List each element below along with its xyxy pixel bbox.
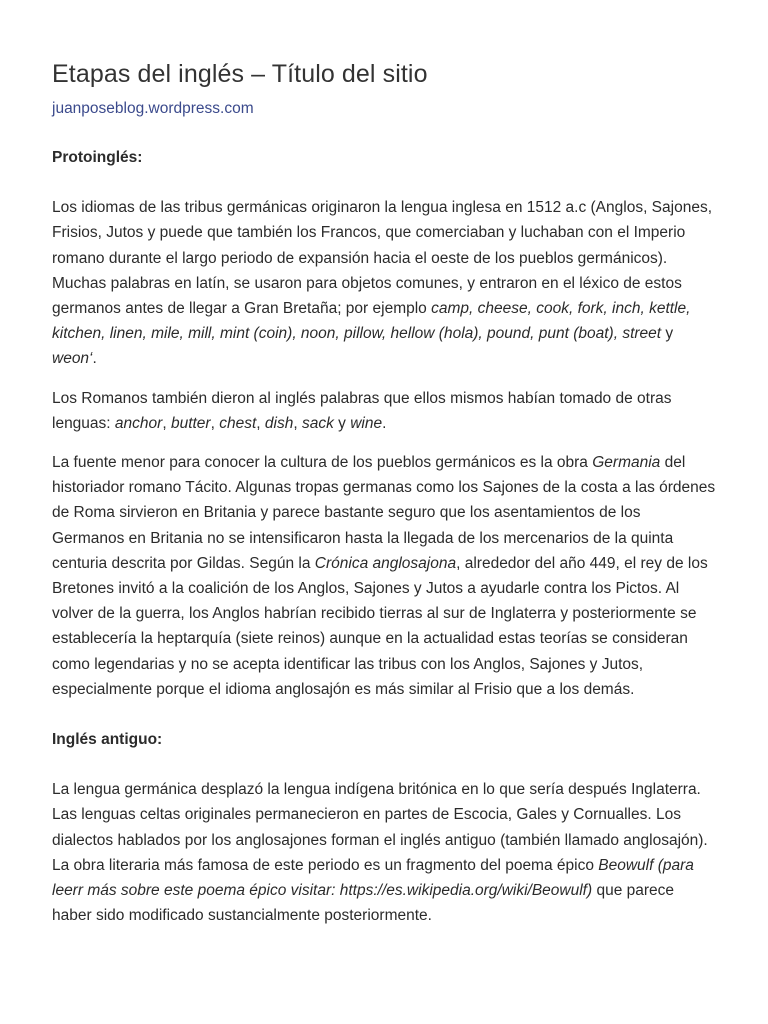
word-wine: wine bbox=[350, 414, 383, 432]
paragraph-roman-words bbox=[52, 386, 716, 436]
period: . bbox=[382, 414, 387, 432]
word-sack: sack bbox=[301, 414, 334, 432]
article-body bbox=[52, 145, 716, 928]
paragraph-text: , alrededor del año 449, el rey de los Bretones invitó a la coalición de los Anglos, Sajones y Jutos a ayudarle contra los Pictos. Al volver de la guerra, los Anglos habrían recibido tierras al sur de Inglaterra y posteriormente se establecería la heptarquía (siete reinos) aunque en la actualidad estas teorías se consideran como legendarias y no se acepta identificar las tribus con los Anglos, Sajones y Jutos, especialmente porque el idioma anglosajón es más similar al Frisio que a los demás. bbox=[52, 554, 708, 698]
paragraph-text: del historiador romano Tácito. Algunas tropas germanas como los Sajones de la costa a las órdenes de Roma sirvieron en Britania y parece bastante seguro que los asentamientos de los Germanos en Britania no se intensificaron hasta la llegada de los mercenarios de la quinta centuria descrita por Gildas. Según la bbox=[52, 454, 716, 572]
paragraph-latin-words bbox=[52, 195, 716, 371]
word-chest: chest bbox=[219, 414, 257, 432]
paragraph-text: que parece haber sido modificado sustancialmente posteriormente. bbox=[52, 882, 675, 925]
paragraph-text: La fuente menor para conocer la cultura de los pueblos germánicos es la obra bbox=[52, 454, 593, 472]
separator: , bbox=[256, 414, 265, 432]
section-heading-protoingles: Protoinglés: bbox=[52, 149, 143, 166]
page-title: Etapas del inglés – Título del sitio bbox=[52, 60, 428, 88]
separator: , bbox=[293, 414, 302, 432]
separator: , bbox=[162, 414, 171, 432]
paragraph-text: La lengua germánica desplazó la lengua indígena britónica en lo que sería después Inglaterra. Las lenguas celtas originales permanecieron en partes de Escocia, Gales y Cornualles. Los dialectos hablados por los anglosajones forman el inglés antiguo (también llamado anglosajón). La obra literaria más famosa de este periodo es un fragmento del poema épico bbox=[52, 781, 708, 874]
beowulf-reference: Beowulf (para leerr más sobre este poema épico visitar: https://es.wikipedia.org/wiki/Beowulf) bbox=[52, 856, 694, 900]
latin-word-list: camp, cheese, cook, fork, inch, kettle, kitchen, linen, mile, mill, mint (coin), noon, pillow, hellow (hola), pound, punt (boat), street bbox=[52, 300, 691, 343]
separator: , bbox=[210, 414, 220, 432]
latin-word-last: weon‘ bbox=[52, 350, 93, 368]
site-link[interactable]: juanposeblog.wordpress.com bbox=[52, 100, 254, 117]
word-anchor: anchor bbox=[114, 414, 163, 432]
paragraph-germania bbox=[52, 450, 716, 702]
book-title-cronica: Crónica anglosajona bbox=[314, 554, 457, 572]
book-title-germania: Germania bbox=[592, 454, 661, 472]
conjunction: y bbox=[661, 325, 674, 343]
period: . bbox=[92, 350, 97, 368]
conjunction: y bbox=[333, 414, 351, 432]
paragraph-text: Los idiomas de las tribus germánicas originaron la lengua inglesa en 1512 a.c (Anglos, Sajones, Frisios, Jutos y puede que también los Francos, que comerciaban y luchaban con el Imperio romano durante el largo periodo de expansión hacia el oeste de los pueblos germánicos). Muchas palabras en latín, se usaron para objetos comunes, y entraron en el léxico de estos germanos antes de llegar a Gran Bretaña; por ejemplo bbox=[52, 199, 713, 318]
section-heading-ingles-antiguo: Inglés antiguo: bbox=[52, 731, 163, 749]
word-dish: dish bbox=[264, 414, 294, 432]
paragraph-text: Los Romanos también dieron al inglés palabras que ellos mismos habían tomado de otras lenguas: bbox=[52, 389, 672, 432]
paragraph-old-english bbox=[52, 777, 716, 928]
word-butter: butter bbox=[170, 414, 211, 432]
